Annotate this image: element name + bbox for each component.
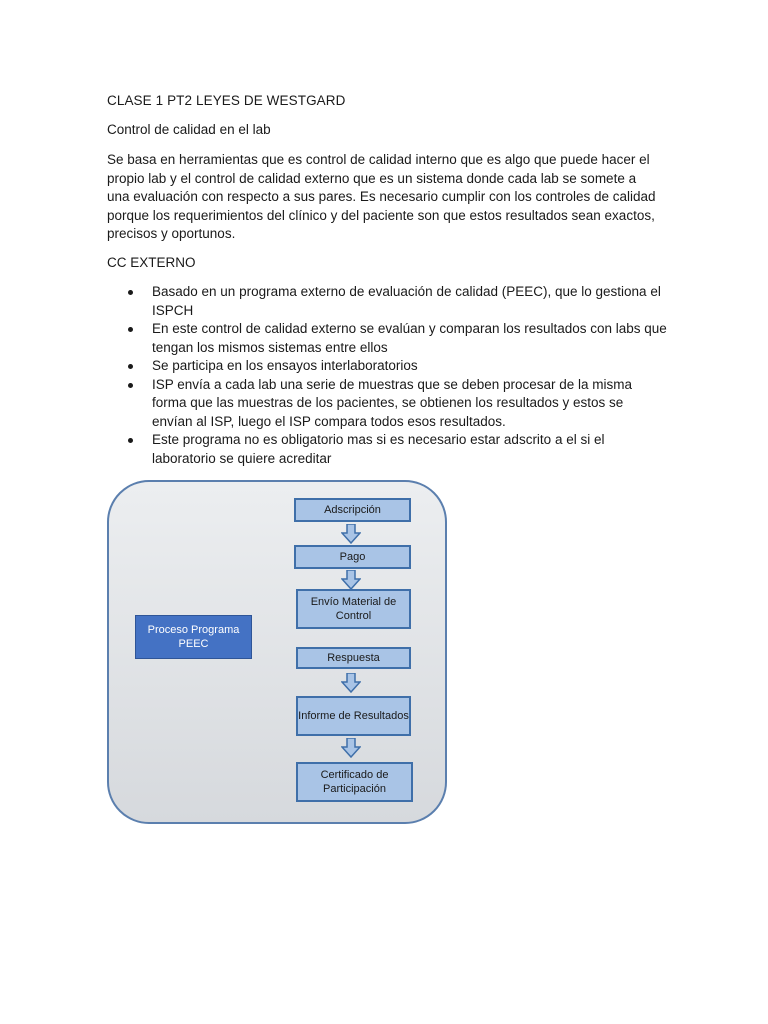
down-arrow-icon xyxy=(341,738,361,758)
step-certificado: Certificado de Participación xyxy=(296,762,413,802)
list-item-text: En este control de calidad externo se evalúan y comparan los resultados con labs que tengan los mismos sistemas entre ellos xyxy=(152,321,667,355)
list-item-text: Se participa en los ensayos interlaboratorios xyxy=(152,358,418,373)
list-item xyxy=(107,431,667,468)
step-informe-resultados: Informe de Resultados xyxy=(296,696,411,736)
list-item xyxy=(107,320,667,357)
bullet-icon xyxy=(128,290,133,295)
step-pago: Pago xyxy=(294,545,411,569)
section-subtitle: Control de calidad en el lab xyxy=(107,122,271,137)
process-label-box: Proceso Programa PEEC xyxy=(135,615,252,659)
down-arrow-icon xyxy=(341,570,361,590)
bullet-list xyxy=(107,283,667,468)
step-adscripcion: Adscripción xyxy=(294,498,411,522)
list-item xyxy=(107,357,667,376)
cc-externo-heading: CC EXTERNO xyxy=(107,255,196,270)
bullet-icon xyxy=(128,327,133,332)
step-envio-material: Envío Material de Control xyxy=(296,589,411,629)
intro-paragraph: Se basa en herramientas que es control de calidad interno que es algo que puede hacer el propio lab y el control de calidad externo que es un sistema donde cada lab se somete a una evaluación con respecto a sus pares. Es necesario cumplir con los controles de calidad porque los requerimientos del clínico y del paciente son que estos resultados sean exactos, precisos y oportunos. xyxy=(107,152,656,241)
bullet-icon xyxy=(128,364,133,369)
bullet-icon xyxy=(128,383,133,388)
down-arrow-icon xyxy=(341,524,361,544)
page-title: CLASE 1 PT2 LEYES DE WESTGARD xyxy=(107,93,346,108)
bullet-icon xyxy=(128,438,133,443)
down-arrow-icon xyxy=(341,673,361,693)
list-item xyxy=(107,283,667,320)
list-item xyxy=(107,376,667,432)
list-item-text: Basado en un programa externo de evaluación de calidad (PEEC), que lo gestiona el ISPCH xyxy=(152,284,661,318)
list-item-text: Este programa no es obligatorio mas si es necesario estar adscrito a el si el laboratorio se quiere acreditar xyxy=(152,432,605,466)
list-item-text: ISP envía a cada lab una serie de muestras que se deben procesar de la misma forma que las muestras de los pacientes, se obtienen los resultados y estos se envían al ISP, luego el ISP compara todos esos resultados. xyxy=(152,376,633,429)
step-respuesta: Respuesta xyxy=(296,647,411,669)
